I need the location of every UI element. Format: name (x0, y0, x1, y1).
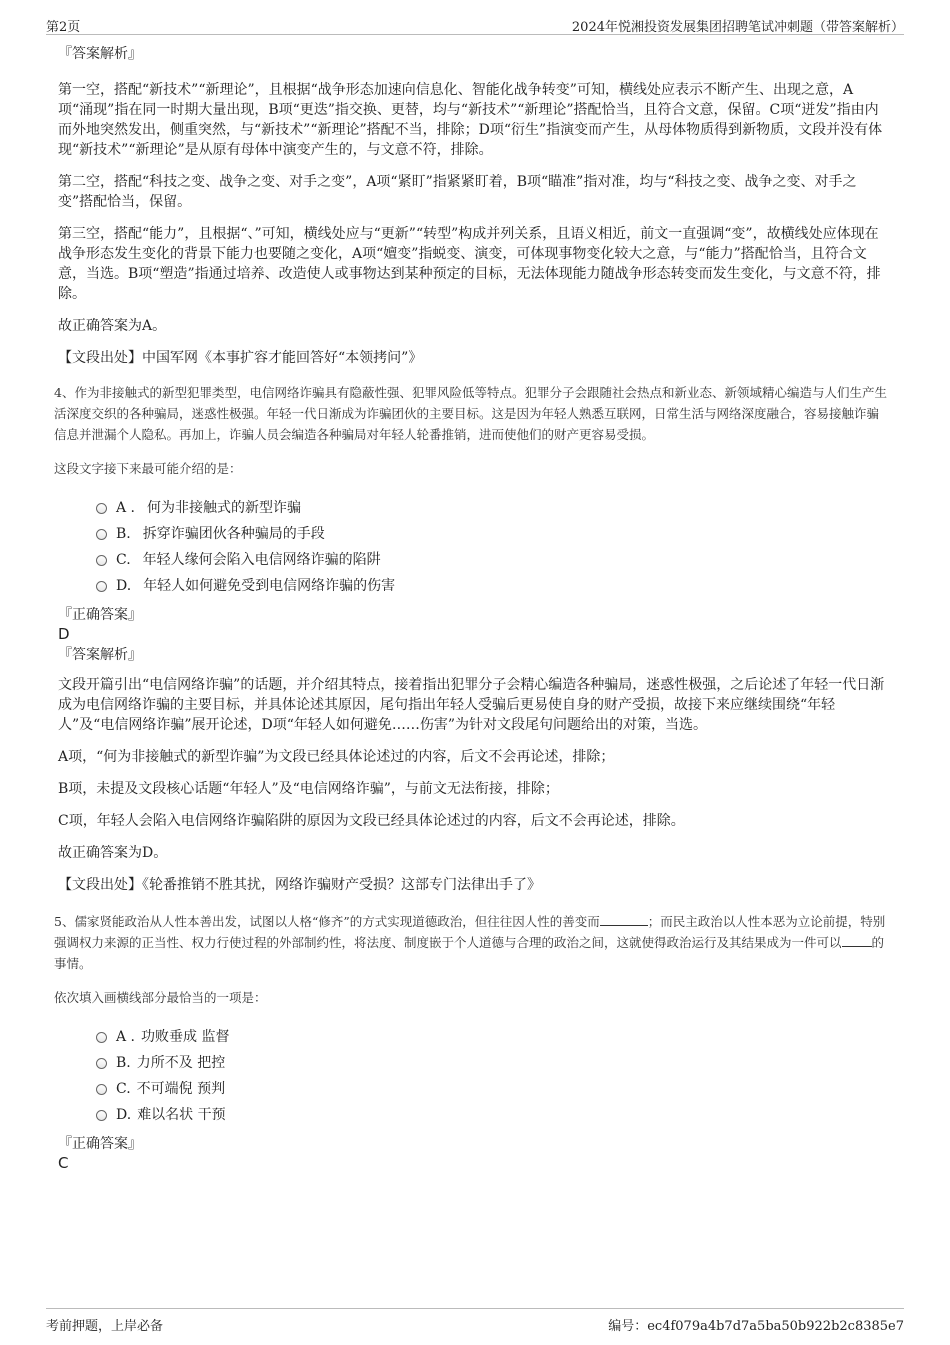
q4-analysis-option-b: B项，未提及文段核心话题“年轻人”及“电信网络诈骗”，与前文无法衔接，排除； (58, 781, 559, 797)
footer-slogan: 考前押题，上岸必备 (46, 1319, 164, 1334)
page-number: 第2页 (46, 20, 81, 35)
q4-option-a[interactable]: A . 何为非接触式的新型诈骗 (96, 495, 888, 521)
q5-option-b[interactable]: B. 力所不及 把控 (96, 1050, 888, 1076)
q3-analysis-para-3: 第三空，搭配“能力”，且根据“、”可知，横线处应与“更新”“转型”构成并列关系，且语义相近，前文一直强调“变”，故横线处应体现在战争形态发生变化的背景下能力也要随之变化，A项“嬗变”指蜕变、演变，可体现事物变化较大之意，与“能力”搭配恰当，且符合文意，当选。B项“塑造”指通过培养、改造使人或事物达到某种预定的目标，无法体现能力随战争形态转变而发生变化，与文意不符，排除。 (58, 226, 881, 302)
radio-icon[interactable] (96, 581, 107, 592)
radio-icon[interactable] (96, 1032, 107, 1043)
q3-analysis-para-2: 第二空，搭配“科技之变、战争之变、对手之变”，A项“紧盯”指紧紧盯着，B项“瞄准”指对准，均与“科技之变、战争之变、对手之变”搭配恰当，保留。 (58, 174, 857, 210)
q4-answer: D (58, 625, 70, 643)
q4-source: 【文段出处】《轮番推销不胜其扰，网络诈骗财产受损？这部专门法律出手了》 (58, 877, 541, 893)
q4-correct-label: 『正确答案』 (58, 607, 142, 623)
q3-analysis-label: 『答案解析』 (58, 46, 142, 62)
radio-icon[interactable] (96, 1058, 107, 1069)
q5-option-d[interactable]: D. 难以名状 干预 (96, 1102, 888, 1128)
q4-question: 4、作为非接触式的新型犯罪类型，电信网络诈骗具有隐蔽性强、犯罪风险低等特点。犯罪分子会跟随社会热点和新业态、新领域精心编造与人们生产生活深度交织的各种骗局，迷惑性极强。年轻一代日渐成为诈骗团伙的主要目标。这是因为年轻人熟悉互联网，日常生活与网络深度融合，容易接触诈骗信息并泄漏个人隐私。再加上，诈骗人员会编造各种骗局对年轻人轮番推销，进而使他们的财产更容易受损。 (54, 385, 887, 442)
q4-option-b[interactable]: B. 拆穿诈骗团伙各种骗局的手段 (96, 521, 888, 547)
q4-analysis-option-a: A项，“何为非接触式的新型诈骗”为文段已经具体论述过的内容，后文不会再论述，排除； (58, 749, 615, 765)
q3-analysis-para-1: 第一空，搭配“新技术”“新理论”，且根据“战争形态加速向信息化、智能化战争转变”可知，横线处应表示不断产生、出现之意，A项“涌现”指在同一时期大量出现，B项“更迭”指交换、更替，均与“新技术”“新理论”搭配恰当，且符合文意，保留。C项“迸发”指由内而外地突然发出，侧重突然，与“新技术”“新理论”搭配不当，排除；D项“衍生”指演变而产生，从母体物质得到新物质，文段并没有体现“新技术”“新理论”是从原有母体中演变产生的，与文意不符，排除。 (58, 82, 883, 158)
q5-option-a[interactable]: A . 功败垂成 监督 (96, 1024, 888, 1050)
q5-options (96, 1024, 888, 1128)
q5-answer: C (58, 1154, 69, 1172)
document-title: 2024年悦湘投资发展集团招聘笔试冲刺题（带答案解析） (571, 20, 904, 35)
radio-icon[interactable] (96, 503, 107, 514)
page-footer (46, 1308, 904, 1334)
blank-1 (600, 913, 648, 926)
radio-icon[interactable] (96, 529, 107, 540)
radio-icon[interactable] (96, 555, 107, 566)
blank-2 (842, 934, 872, 947)
q5-correct-label: 『正确答案』 (58, 1136, 142, 1152)
q5-option-c[interactable]: C. 不可端倪 预判 (96, 1076, 888, 1102)
q4-ask: 这段文字接下来最可能介绍的是： (54, 461, 242, 476)
document-id: 编号：ec4f079a4b7d7a5ba50b922b2c8385e7 (608, 1319, 904, 1334)
q4-conclusion: 故正确答案为D。 (58, 845, 168, 861)
q3-source: 【文段出处】中国军网《本事扩容才能回答好“本领拷问”》 (58, 350, 423, 366)
q4-analysis-para-1: 文段开篇引出“电信网络诈骗”的话题，并介绍其特点，接着指出犯罪分子会精心编造各种骗局，迷惑性极强，之后论述了年轻一代日渐成为电信网络诈骗的主要目标，并具体论述其原因，尾句指出年轻人受骗后更易使自身的财产受损，故接下来应继续围绕“年轻人”及“电信网络诈骗”展开论述，D项“年轻人如何避免……伤害”为针对文段尾句问题给出的对策，当选。 (58, 677, 885, 733)
radio-icon[interactable] (96, 1084, 107, 1095)
q5-ask: 依次填入画横线部分最恰当的一项是： (54, 990, 267, 1005)
page-header (46, 14, 904, 35)
q3-conclusion: 故正确答案为A。 (58, 318, 167, 334)
radio-icon[interactable] (96, 1110, 107, 1121)
q5-question: 5、儒家贤能政治从人性本善出发，试图以人格“修齐”的方式实现道德政治，但往往因人性的善变而 ；而民主政治以人性本恶为立论前提，特别强调权力来源的正当性、权力行使过程的外部制约性，将法度、制度嵌于个人道德与合理的政治之间，这就使得政治运行及其结果成为一件可以 的事情。 (54, 914, 886, 971)
q4-option-d[interactable]: D. 年轻人如何避免受到电信网络诈骗的伤害 (96, 573, 888, 599)
page-content (54, 44, 888, 1174)
q4-option-c[interactable]: C. 年轻人缘何会陷入电信网络诈骗的陷阱 (96, 547, 888, 573)
q4-options (96, 495, 888, 599)
q4-analysis-label: 『答案解析』 (58, 647, 142, 663)
q4-analysis-option-c: C项，年轻人会陷入电信网络诈骗陷阱的原因为文段已经具体论述过的内容，后文不会再论述，排除。 (58, 813, 685, 829)
